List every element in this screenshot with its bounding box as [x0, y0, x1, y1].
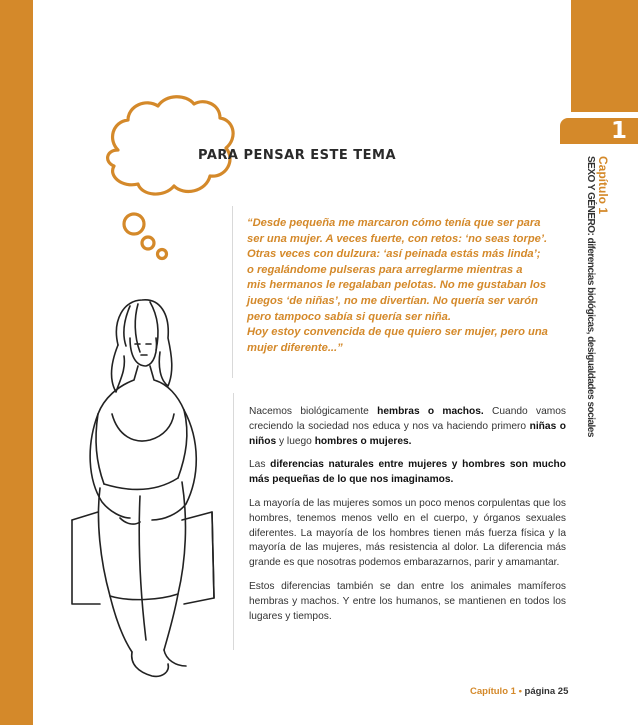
quote-line: Otras veces con dulzura: ‘así peinada estás más linda’; [247, 248, 541, 261]
footer-chapter: Capítulo 1 [470, 686, 516, 697]
quote-divider [232, 206, 233, 378]
p1-text-1: Nacemos biológicamente [249, 406, 378, 417]
thought-cloud-icon [108, 97, 234, 259]
body-text [249, 405, 566, 633]
quote-line: o regalándome pulseras para arreglarme mientras a [247, 263, 523, 276]
paragraph-4: Estos diferencias también se dan entre los animales mamíferos hembras y machos. Y entre los humanos, se mantienen en todos los lugares y tiempos. [249, 580, 566, 622]
footer-page: página 25 [524, 686, 569, 697]
p1-text-3: y luego [276, 435, 315, 447]
quote-line: ser una mujer. A veces fuerte, con retos: ‘no seas torpe’. [247, 232, 548, 245]
p2-text-1: Las [249, 459, 271, 471]
quote-line: mis hermanos le regalaban pelotas. No me gustaban los [247, 279, 547, 292]
p1-bold-1: hembras o machos. [377, 406, 484, 417]
paragraph-3: La mayoría de las mujeres somos un poco menos corpulentas que los hombres, tenemos menos vello en el cuerpo, y órganos sexuales diferentes. La mayoría de los hombres tienen más fuerza física y la mayoría de las mujeres, más resistencia al dolor. La diferencia más grande es que nosotras podemos embarazarnos, parir y amamantar. [249, 497, 566, 569]
quote-line: “Desde pequeña me marcaron cómo tenía que ser para [247, 217, 541, 229]
quote-line: juegos ‘de niñas’, no me divertían. No quería ser varón [247, 294, 538, 307]
chapter-number: 1 [610, 118, 627, 144]
testimony-quote [247, 216, 567, 356]
chapter-label: Capítulo 1 [596, 156, 610, 215]
paragraph-1 [249, 405, 566, 449]
footer-bullet: • [518, 686, 522, 697]
page-footer [470, 686, 568, 697]
quote-line: Hoy estoy convencida de que quiero ser mujer, pero una [247, 326, 548, 339]
woman-illustration [72, 300, 214, 677]
section-title: PARA PENSAR ESTE TEMA [198, 148, 397, 163]
p1-bold-2: niñas o niños [249, 420, 566, 447]
p1-bold-3: hombres o mujeres. [314, 435, 412, 447]
chapter-subtitle: SEXO Y GÉNERO: diferencias biológicas, desigualdades sociales [585, 156, 596, 437]
quote-line: pero tampoco sabía si quería ser niña. [247, 310, 451, 323]
quote-line: mujer diferente...” [247, 341, 343, 354]
paragraph-2 [249, 458, 566, 488]
p1-text-2: Cuando vamos creciendo la sociedad nos educa y nos va haciendo primero [249, 406, 566, 432]
p2-bold-1: diferencias naturales entre mujeres y hombres son mucho más pequeñas de lo que nos imaginamos. [249, 459, 566, 486]
